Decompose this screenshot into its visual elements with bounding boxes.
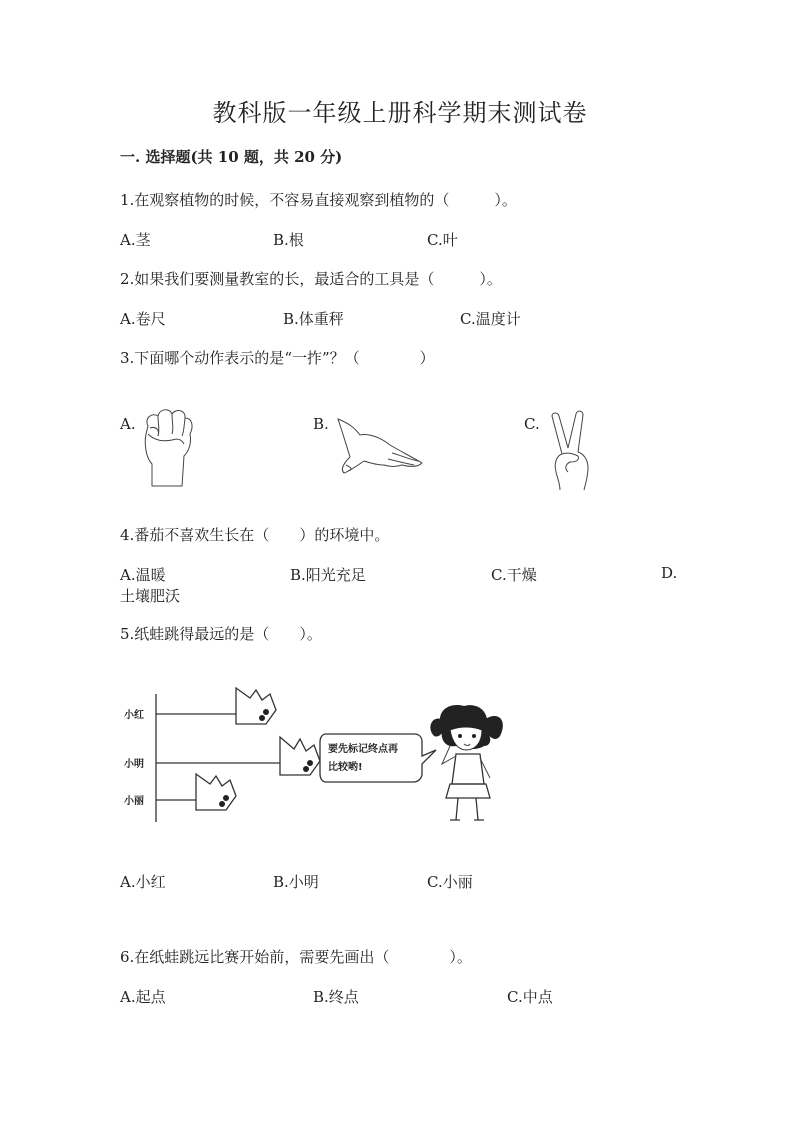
question-4: 4.番茄不喜欢生长在（ ）的环境中。 <box>120 526 390 544</box>
q4-option-b[interactable]: B.阳光充足 <box>290 566 366 584</box>
q4-option-a[interactable]: A.温暖 <box>120 566 166 584</box>
q3-option-c[interactable]: C. <box>524 415 540 433</box>
q4-option-c[interactable]: C.干燥 <box>491 566 537 584</box>
q2-option-a[interactable]: A.卷尺 <box>120 310 166 328</box>
q3-option-b[interactable]: B. <box>313 415 329 433</box>
q5-option-b[interactable]: B.小明 <box>273 873 319 891</box>
name-xiaoming: 小明 <box>124 759 144 770</box>
q3-option-a[interactable]: A. <box>120 415 136 433</box>
q6-option-a[interactable]: A.起点 <box>120 988 166 1006</box>
fist-icon <box>138 404 198 490</box>
speech-bubble <box>320 734 436 782</box>
section-heading: 一. 选择题(共 10 题，共 20 分) <box>120 148 343 166</box>
page-title: 教科版一年级上册科学期末测试卷 <box>212 99 588 127</box>
question-3: 3.下面哪个动作表示的是“一拃”？（ ） <box>120 349 435 367</box>
q1-option-b[interactable]: B.根 <box>273 231 304 249</box>
speech-line-1: 要先标记终点再 <box>328 744 398 755</box>
question-5: 5.纸蛙跳得最远的是（ ）。 <box>120 625 322 643</box>
speech-line-2: 比较哟! <box>328 762 363 773</box>
q6-option-c[interactable]: C.中点 <box>507 988 553 1006</box>
frog-race-figure <box>120 680 510 830</box>
question-6: 6.在纸蛙跳远比赛开始前，需要先画出（ ）。 <box>120 948 472 966</box>
q2-option-c[interactable]: C.温度计 <box>460 310 521 328</box>
question-1: 1.在观察植物的时候，不容易直接观察到植物的（ ）。 <box>120 191 517 209</box>
q6-option-b[interactable]: B.终点 <box>313 988 359 1006</box>
question-2: 2.如果我们要测量教室的长，最适合的工具是（ ）。 <box>120 270 502 288</box>
q4-option-d[interactable]: D. <box>661 564 678 582</box>
q4-option-d-text: 土壤肥沃 <box>120 587 181 605</box>
q5-option-c[interactable]: C.小丽 <box>427 873 473 891</box>
girl-icon <box>430 705 502 820</box>
paper-frog-icon <box>196 774 236 810</box>
q1-option-c[interactable]: C.叶 <box>427 231 458 249</box>
q5-option-a[interactable]: A.小红 <box>120 873 166 891</box>
name-xiaoli: 小丽 <box>124 796 144 807</box>
v-sign-hand-icon <box>546 410 594 492</box>
name-xiaohong: 小红 <box>124 710 144 721</box>
paper-frog-icon <box>280 737 320 775</box>
q1-option-a[interactable]: A.茎 <box>120 231 151 249</box>
span-hand-icon <box>334 413 426 477</box>
q2-option-b[interactable]: B.体重秤 <box>283 310 344 328</box>
paper-frog-icon <box>236 688 276 724</box>
